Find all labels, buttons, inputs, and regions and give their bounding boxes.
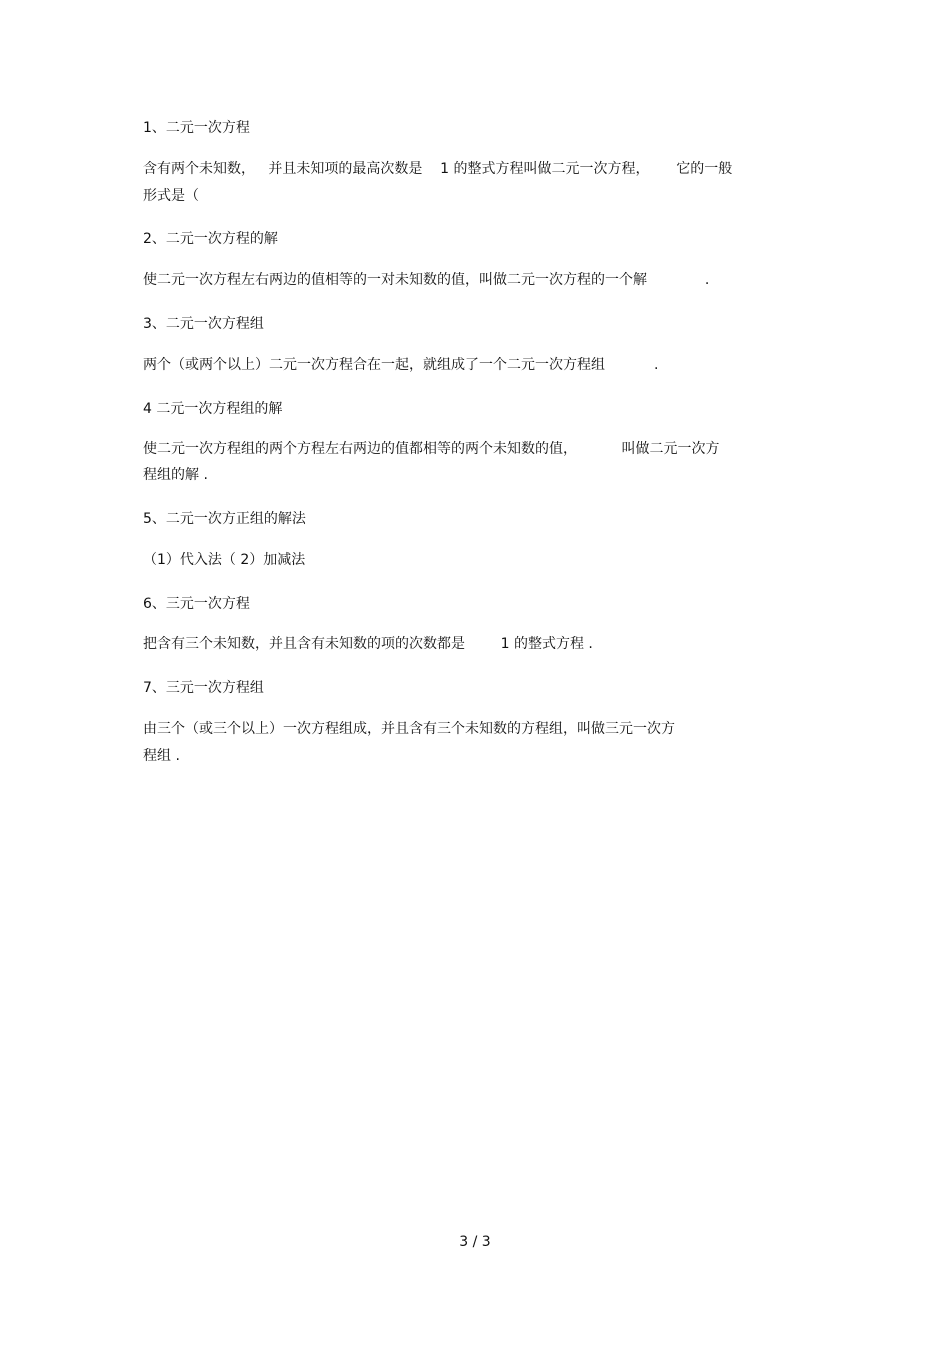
section-3-heading: 3、二元一次方程组 (143, 316, 264, 332)
section-7-heading: 7、三元一次方程组 (143, 680, 264, 696)
section-4-body-line-1: 使二元一次方程组的两个方程左右两边的值都相等的两个未知数的值， 叫做二元一次方 (143, 441, 720, 457)
section-6-heading: 6、三元一次方程 (143, 596, 250, 612)
section-3-body-line-1: 两个（或两个以上）二元一次方程合在一起，就组成了一个二元一次方程组 . (143, 357, 659, 373)
section-2-heading: 2、二元一次方程的解 (143, 231, 278, 247)
section-4-body-line-2: 程组的解 . (143, 467, 208, 483)
page-number: 3 / 3 (459, 1234, 491, 1250)
section-7-body-line-2: 程组 . (143, 748, 180, 764)
section-5-body-line-1: （1）代入法（ 2）加减法 (143, 552, 306, 568)
section-2-body-line-1: 使二元一次方程左右两边的值相等的一对未知数的值，叫做二元一次方程的一个解 . (143, 272, 710, 288)
section-4-heading: 4 二元一次方程组的解 (143, 401, 283, 417)
section-6-body-line-1: 把含有三个未知数，并且含有未知数的项的次数都是 1 的整式方程 . (143, 636, 593, 652)
section-7-body-line-1: 由三个（或三个以上）一次方程组成，并且含有三个未知数的方程组，叫做三元一次方 (143, 721, 675, 737)
section-1-body-line-1: 含有两个未知数， 并且未知项的最高次数是 1 的整式方程叫做二元一次方程， 它的一般 (143, 161, 733, 177)
section-5-heading: 5、二元一次方正组的解法 (143, 511, 306, 527)
section-1-heading: 1、二元一次方程 (143, 120, 250, 136)
section-1-body-line-2: 形式是（ (143, 188, 199, 204)
